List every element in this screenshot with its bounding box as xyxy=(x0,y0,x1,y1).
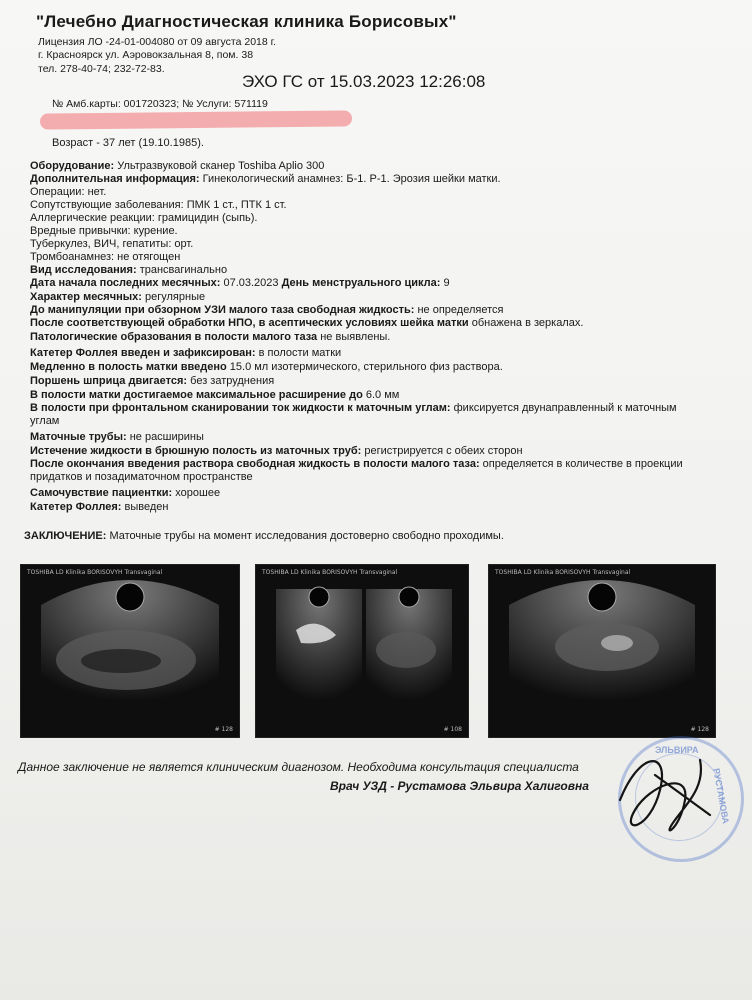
field-allergies: Аллергические реакции: грамицидин (сыпь). xyxy=(30,212,258,224)
field-last-period: Дата начала последних месячных: 07.03.2023 День менструального цикла: 9 xyxy=(30,277,450,289)
address-line: г. Красноярск ул. Аэровокзальная 8, пом. 38 xyxy=(38,49,254,61)
field-cervix: После соответствующей обработки НПО, в асептических условиях шейка матки обнажена в зеркалах. xyxy=(30,317,584,329)
field-habits: Вредные привычки: курение. xyxy=(30,225,178,237)
ultrasound-image-3 xyxy=(488,564,716,738)
field-additional-info: Дополнительная информация: Гинекологический анамнез: Б-1. Р-1. Эрозия шейки матки. xyxy=(30,173,501,185)
field-flow: В полости при фронтальном сканировании ток жидкости к маточным углам: фиксируется двунаправленный к маточным углам xyxy=(30,402,677,427)
us-3-header: TOSHIBA LD Klinika BORISOVYH Transvaginal xyxy=(495,569,631,576)
field-comorbidities: Сопутствующие заболевания: ПМК 1 ст., ПТК 1 ст. xyxy=(30,199,287,211)
field-period-character: Характер месячных: регулярные xyxy=(30,291,206,303)
field-thrombo: Тромбоанамнез: не отягощен xyxy=(30,251,181,263)
redaction-mark xyxy=(40,110,352,129)
card-number-line: № Амб.карты: 001720323; № Услуги: 571119 xyxy=(52,98,268,110)
stamp-text-side: РУСТАМОВА xyxy=(711,767,731,825)
field-operations: Операции: нет. xyxy=(30,186,107,198)
phone-line: тел. 278-40-74; 232-72-83. xyxy=(38,63,165,75)
doctor-name: Врач УЗД - Рустамова Эльвира Халиговна xyxy=(330,779,589,793)
us-2-corner: # 108 xyxy=(443,726,462,733)
stamp-text-top: ЭЛЬВИРА xyxy=(655,745,699,755)
field-syringe: Поршень шприца двигается: без затруднения xyxy=(30,375,275,387)
doctor-signature xyxy=(600,740,730,850)
ultrasound-image-1 xyxy=(20,564,240,738)
us-1-header: TOSHIBA LD Klinika BORISOVYH Transvaginal xyxy=(27,569,163,576)
field-infections: Туберкулез, ВИЧ, гепатиты: орт. xyxy=(30,238,194,250)
conclusion: ЗАКЛЮЧЕНИЕ: Маточные трубы на момент исследования достоверно свободно проходимы. xyxy=(24,530,504,542)
field-equipment: Оборудование: Ультразвуковой сканер Toshiba Aplio 300 xyxy=(30,160,325,172)
field-exam-type: Вид исследования: трансвагинально xyxy=(30,264,228,276)
field-wellbeing: Самочувствие пациентки: хорошее xyxy=(30,487,221,499)
license-line: Лицензия ЛО -24-01-004080 от 09 августа 2018 г. xyxy=(38,36,277,48)
field-free-fluid-before: До манипуляции при обзорном УЗИ малого таза свободная жидкость: не определяется xyxy=(30,304,504,316)
us-1-corner: # 128 xyxy=(214,726,233,733)
us-3-corner: # 128 xyxy=(690,726,709,733)
ultrasound-image-2 xyxy=(255,564,469,738)
field-free-fluid-after: После окончания введения раствора свободная жидкость в полости малого таза: определяется в количестве в проекции придатков и позадиматочном пространстве xyxy=(30,458,683,483)
exam-title: ЭХО ГС от 15.03.2023 12:26:08 xyxy=(242,72,486,91)
field-tubes: Маточные трубы: не расширины xyxy=(30,431,204,443)
field-dilation: В полости матки достигаемое максимальное расширение до 6.0 мм xyxy=(30,389,400,401)
field-spill: Истечение жидкости в брюшную полость из маточных труб: регистрируется с обеих сторон xyxy=(30,445,523,457)
clinic-name: "Лечебно Диагностическая клиника Борисовых" xyxy=(36,12,457,31)
field-volume: Медленно в полость матки введено 15.0 мл изотермического, стерильного физ раствора. xyxy=(30,361,503,373)
field-foley-removed: Катетер Фоллея: выведен xyxy=(30,501,169,513)
field-foley-inserted: Катетер Фоллея введен и зафиксирован: в полости матки xyxy=(30,347,342,359)
patient-age: Возраст - 37 лет (19.10.1985). xyxy=(52,137,204,149)
field-pathology: Патологические образования в полости малого таза не выявлены. xyxy=(30,331,391,343)
disclaimer: Данное заключение не является клиническим диагнозом. Необходима консультация специалиста xyxy=(18,760,579,774)
us-2-header: TOSHIBA LD Klinika BORISOVYH Transvaginal xyxy=(262,569,398,576)
